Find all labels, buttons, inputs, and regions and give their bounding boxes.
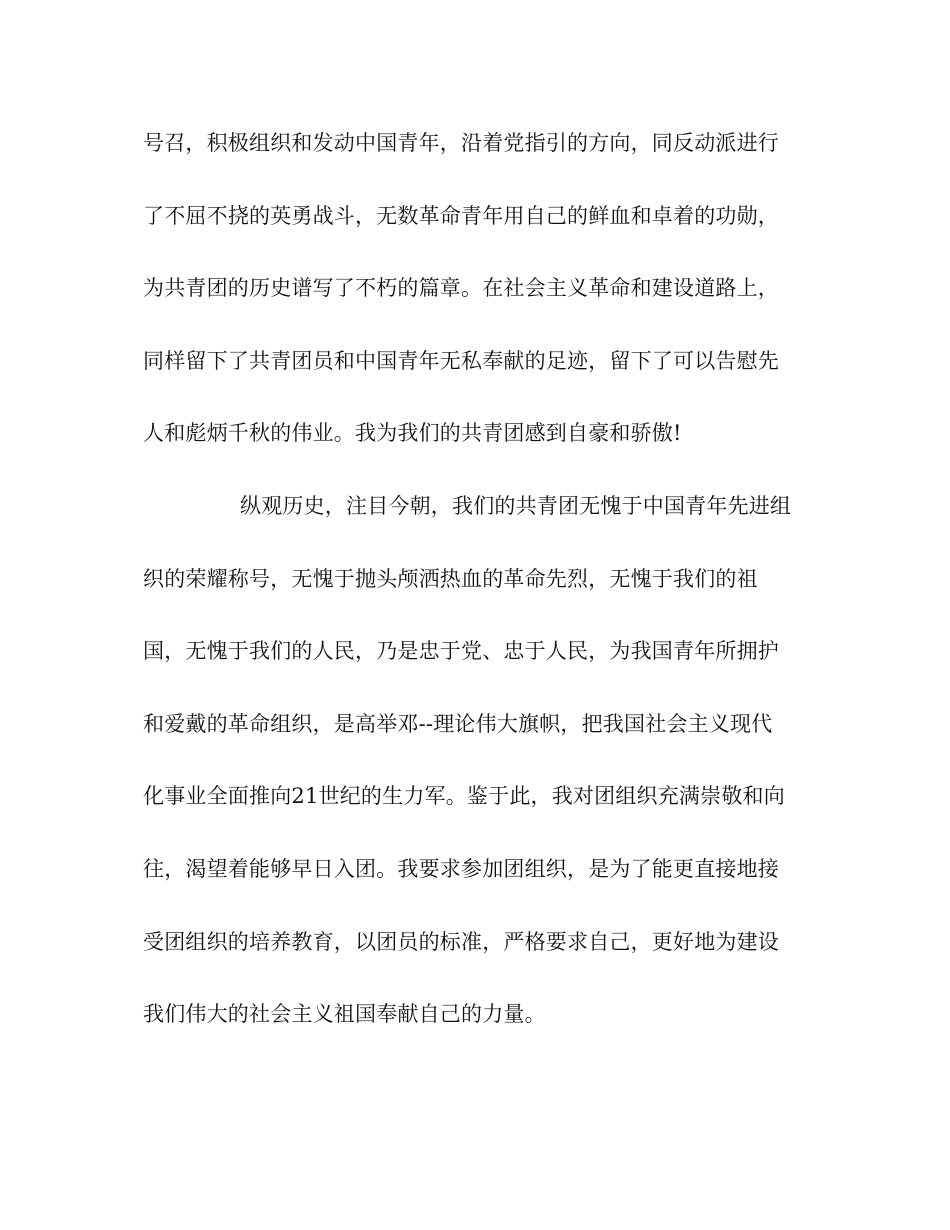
text-line: 往，渴望着能够早日入团。我要求参加团组织，是为了能更直接地接 <box>143 856 779 881</box>
text-line: 和爱戴的革命组织，是高举邓--理论伟大旗帜，把我国社会主义现代 <box>143 711 773 736</box>
text-line: 国，无愧于我们的人民，乃是忠于党、忠于人民，为我国青年所拥护 <box>143 639 779 664</box>
document-body <box>143 126 823 1070</box>
text-line: 化事业全面推向21世纪的生力军。鉴于此，我对团组织充满崇敬和向 <box>143 784 785 809</box>
text-line: 织的荣耀称号，无愧于抛头颅洒热血的革命先烈，无愧于我们的祖 <box>143 566 758 591</box>
text-line: 了不屈不挠的英勇战斗，无数革命青年用自己的鲜血和卓着的功勋， <box>143 203 779 228</box>
text-line: 同样留下了共青团员和中国青年无私奉献的足迹，留下了可以告慰先 <box>143 348 779 373</box>
text-line: 号召，积极组织和发动中国青年，沿着党指引的方向，同反动派进行 <box>143 131 779 155</box>
paragraph-start-line: 纵观历史，注目今朝，我们的共青团无愧于中国青年先进组 <box>240 493 792 518</box>
text-line: 受团组织的培养教育，以团员的标准，严格要求自己，更好地为建设 <box>143 929 779 954</box>
text-line: 人和彪炳千秋的伟业。我为我们的共青团感到自豪和骄傲! <box>143 421 682 446</box>
text-line: 我们伟大的社会主义祖国奉献自己的力量。 <box>143 1002 546 1027</box>
text-line: 为共青团的历史谱写了不朽的篇章。在社会主义革命和建设道路上， <box>143 276 779 301</box>
